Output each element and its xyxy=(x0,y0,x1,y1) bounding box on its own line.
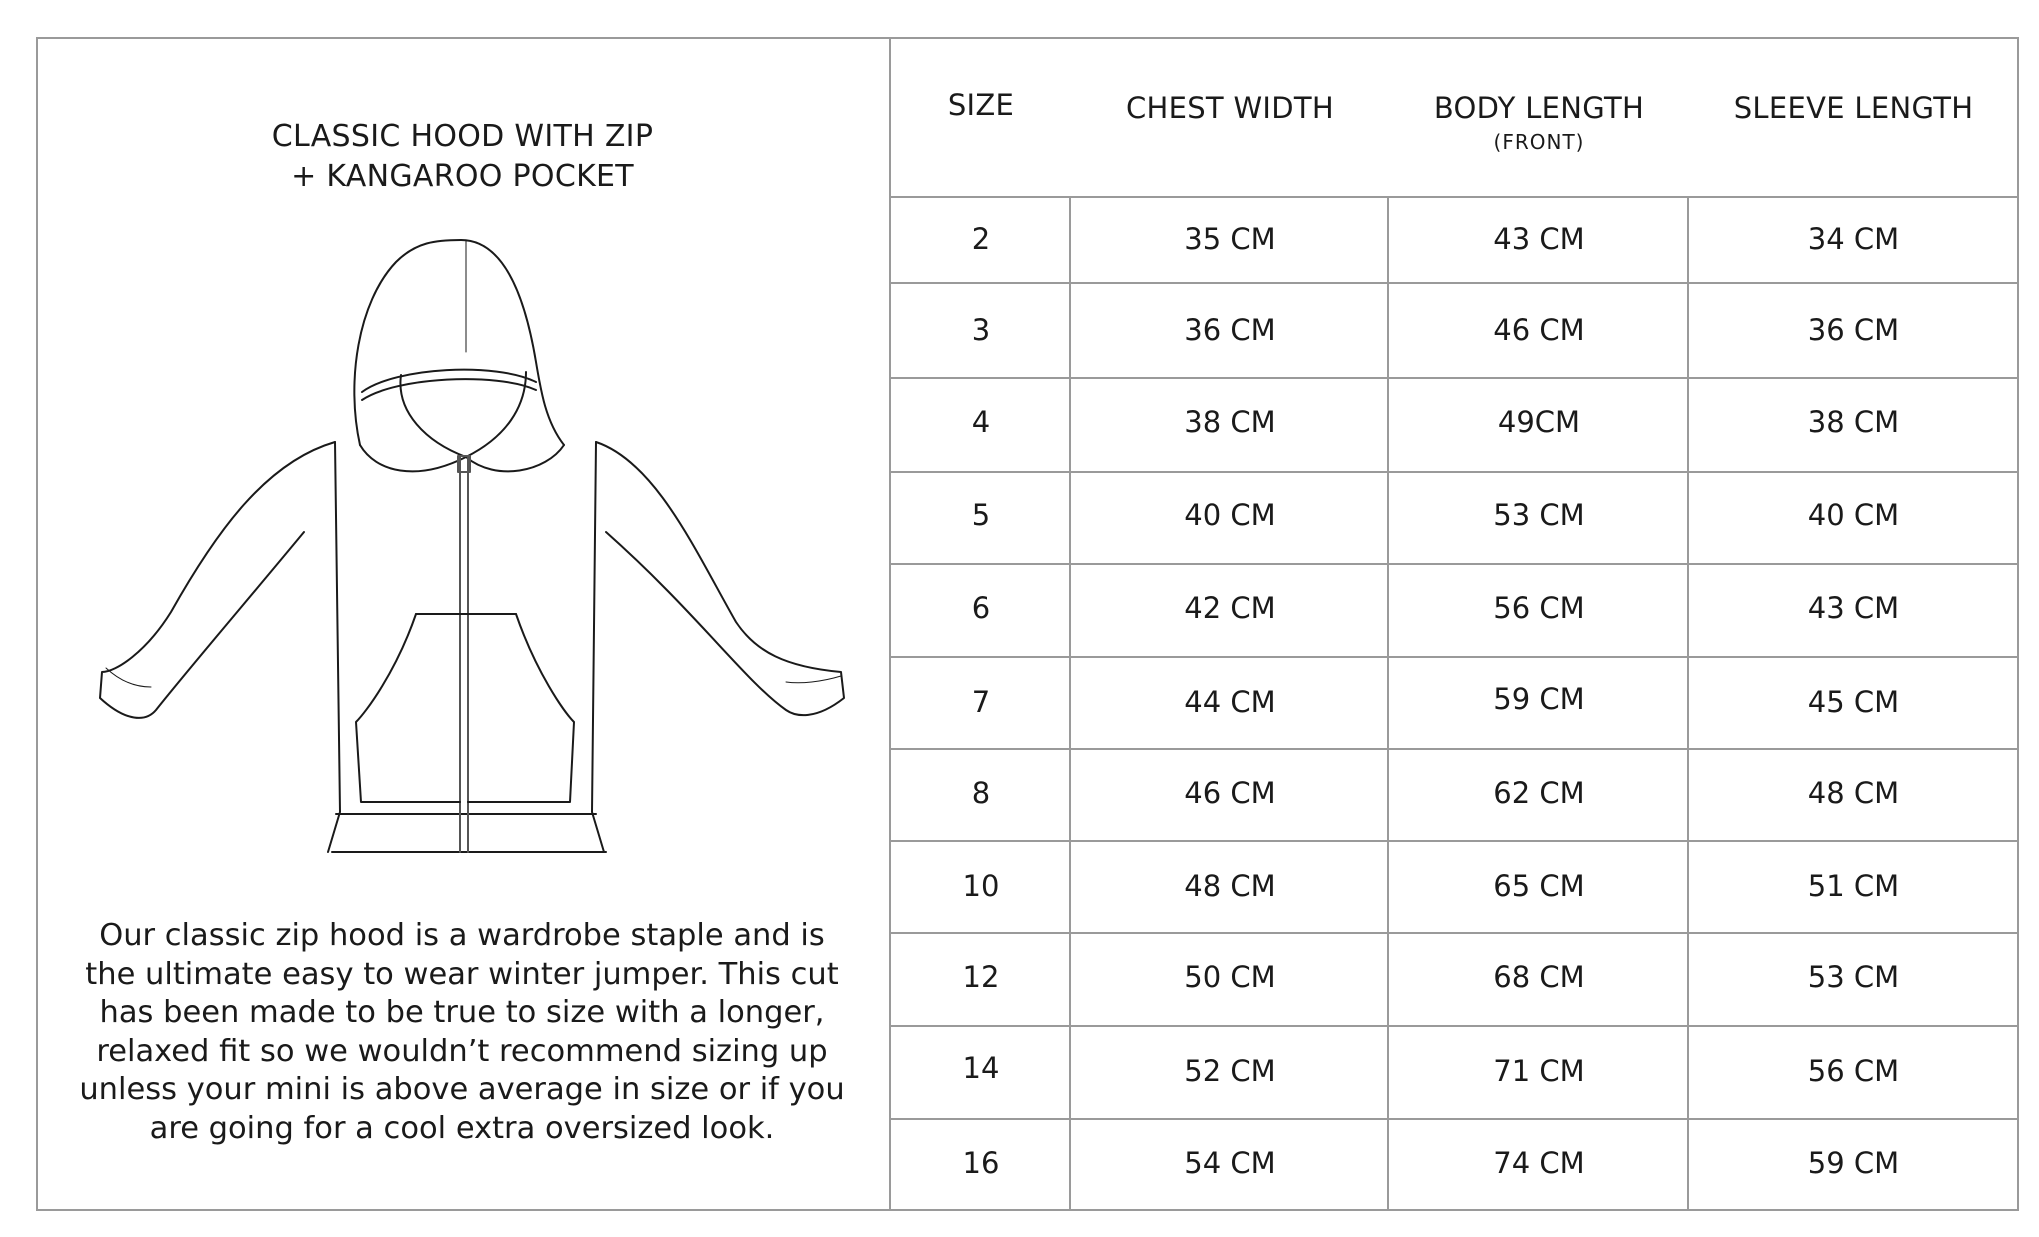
pocket-left xyxy=(356,614,460,802)
cell-size: 14 xyxy=(962,1051,1000,1085)
cell-chest: 44 CM xyxy=(1184,685,1276,719)
cell-chest: 40 CM xyxy=(1184,498,1276,532)
cell-chest: 50 CM xyxy=(1184,960,1276,994)
cell-size: 16 xyxy=(962,1146,1000,1180)
row-divider xyxy=(891,377,2018,379)
cell-size: 2 xyxy=(971,222,991,256)
cell-body: 65 CM xyxy=(1493,869,1585,903)
row-divider xyxy=(891,748,2018,750)
row-divider xyxy=(891,1118,2018,1120)
cell-sleeve: 59 CM xyxy=(1807,1146,1900,1180)
header-body-length-note: (FRONT) xyxy=(1493,130,1585,154)
cell-size: 5 xyxy=(971,498,991,532)
left-cuff-line xyxy=(106,668,151,687)
product-description: Our classic zip hood is a wardrobe staple and is the ultimate easy to wear winter jumper. This cut has been made to be true to size with a longer, relaxed fit so we wouldn’t recommend sizing up unless your mini is above average in size or if you are going for a cool extra oversized look. xyxy=(79,918,845,1146)
row-divider xyxy=(891,932,2018,934)
collar xyxy=(360,445,564,471)
pocket-right xyxy=(468,614,574,802)
face-opening xyxy=(400,372,526,457)
zipper xyxy=(460,456,468,852)
header-divider xyxy=(891,196,2018,198)
hood-brim-inner xyxy=(362,379,536,400)
cell-sleeve: 40 CM xyxy=(1807,498,1900,532)
product-title-line1: CLASSIC HOOD WITH ZIP xyxy=(271,119,654,154)
cell-body: 68 CM xyxy=(1493,960,1585,994)
right-sleeve xyxy=(596,442,844,715)
row-divider xyxy=(891,282,2018,284)
product-title xyxy=(36,117,889,197)
row-divider xyxy=(891,656,2018,658)
cell-body: 46 CM xyxy=(1493,313,1585,347)
header-body-length: BODY LENGTH xyxy=(1433,91,1645,125)
cell-chest: 52 CM xyxy=(1184,1054,1276,1088)
hoodie-sketch xyxy=(96,232,848,864)
cell-sleeve: 34 CM xyxy=(1807,222,1900,256)
cell-sleeve: 38 CM xyxy=(1807,405,1900,439)
header-size: SIZE xyxy=(947,88,1015,122)
cell-chest: 46 CM xyxy=(1184,776,1276,810)
cell-body: 59 CM xyxy=(1493,682,1585,716)
cell-body: 71 CM xyxy=(1493,1054,1585,1088)
cell-body: 49CM xyxy=(1497,405,1581,439)
cell-chest: 35 CM xyxy=(1184,222,1276,256)
cell-body: 43 CM xyxy=(1493,222,1585,256)
cell-chest: 54 CM xyxy=(1184,1146,1276,1180)
cell-body: 53 CM xyxy=(1493,498,1585,532)
cell-sleeve: 43 CM xyxy=(1807,591,1900,625)
cell-chest: 36 CM xyxy=(1184,313,1276,347)
cell-sleeve: 56 CM xyxy=(1807,1054,1900,1088)
cell-size: 4 xyxy=(971,405,991,439)
right-cuff-line xyxy=(786,676,841,683)
cell-sleeve: 51 CM xyxy=(1807,869,1900,903)
hood-outline xyxy=(354,240,564,445)
header-sleeve-length: SLEEVE LENGTH xyxy=(1733,91,1974,125)
cell-size: 6 xyxy=(971,591,991,625)
torso-left xyxy=(328,442,340,852)
row-divider xyxy=(891,840,2018,842)
cell-size: 3 xyxy=(971,313,991,347)
cell-sleeve: 36 CM xyxy=(1807,313,1900,347)
header-chest-width: CHEST WIDTH xyxy=(1125,91,1335,125)
cell-sleeve: 45 CM xyxy=(1807,685,1900,719)
cell-body: 56 CM xyxy=(1493,591,1585,625)
cell-sleeve: 53 CM xyxy=(1807,960,1900,994)
cell-size: 10 xyxy=(962,869,1000,903)
cell-size: 12 xyxy=(962,960,1000,994)
cell-size: 8 xyxy=(971,776,991,810)
row-divider xyxy=(891,563,2018,565)
product-title-line2: + KANGAROO POCKET xyxy=(291,159,634,194)
cell-chest: 38 CM xyxy=(1184,405,1276,439)
row-divider xyxy=(891,471,2018,473)
cell-size: 7 xyxy=(971,685,991,719)
torso-right xyxy=(592,442,604,852)
row-divider xyxy=(891,1025,2018,1027)
left-sleeve xyxy=(100,442,335,718)
cell-sleeve: 48 CM xyxy=(1807,776,1900,810)
cell-chest: 42 CM xyxy=(1184,591,1276,625)
cell-chest: 48 CM xyxy=(1184,869,1276,903)
cell-body: 62 CM xyxy=(1493,776,1585,810)
cell-body: 74 CM xyxy=(1493,1146,1585,1180)
